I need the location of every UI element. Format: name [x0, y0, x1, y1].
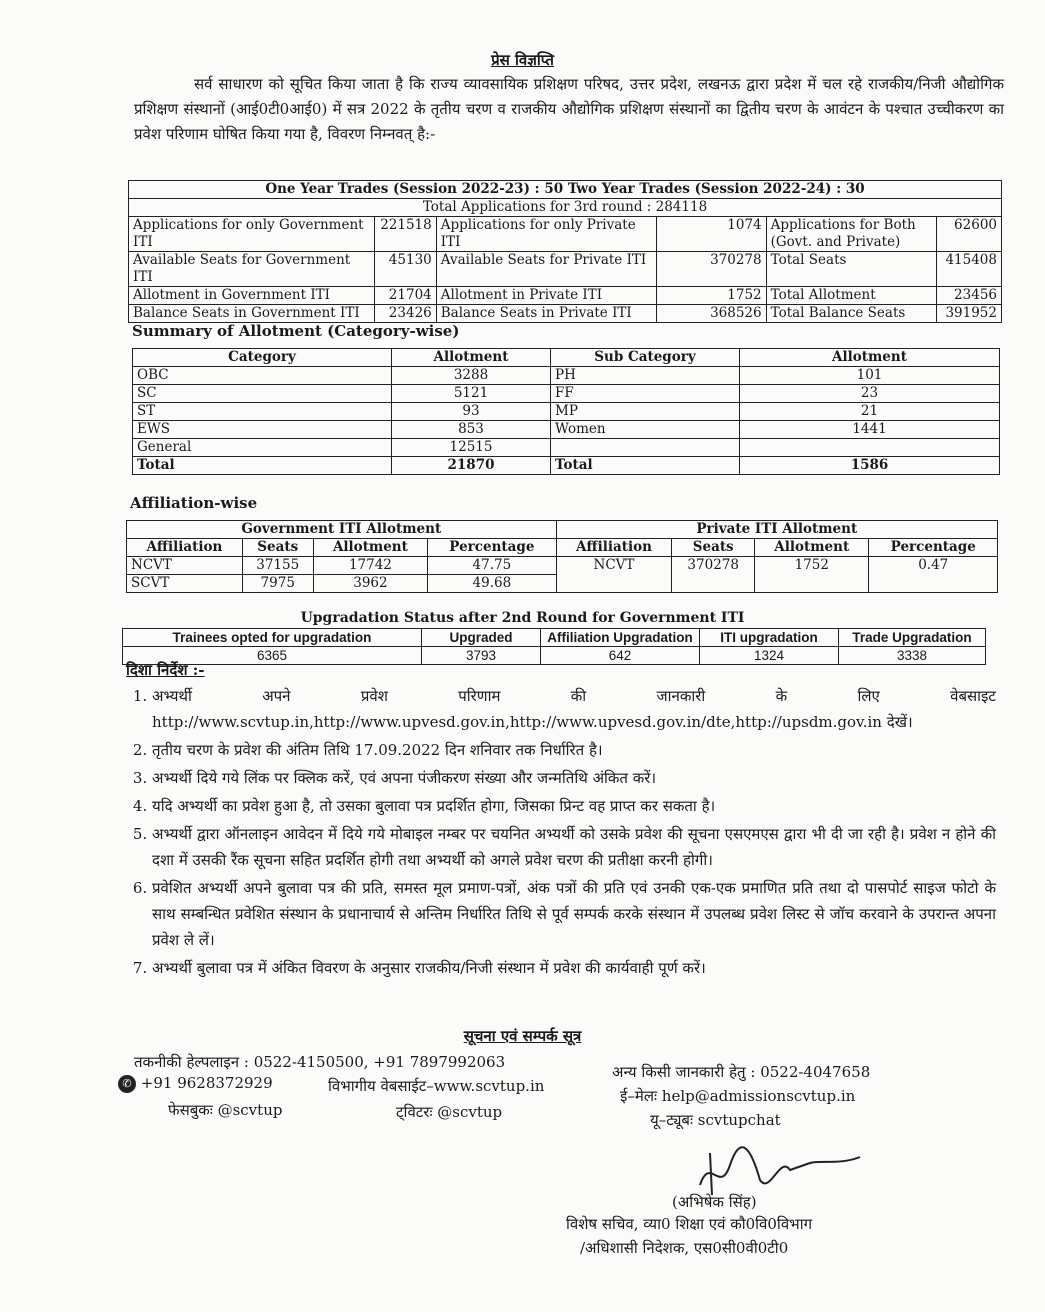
- table-row: [133, 367, 1000, 385]
- col-header: Allotment: [755, 539, 869, 557]
- cell: 5121: [392, 385, 551, 403]
- cell: 21870: [392, 457, 551, 475]
- cell: 47.75: [428, 557, 556, 575]
- summary-table: [132, 348, 1000, 475]
- cell: Allotment in Government ITI: [129, 287, 375, 305]
- summary-heading: Summary of Allotment (Category-wise): [132, 322, 460, 340]
- cell: 1586: [740, 457, 1000, 475]
- press-release-title: प्रेस विज्ञप्ति: [491, 51, 554, 69]
- signatory-designation-1: विशेष सचिव, व्या0 शिक्षा एवं कौ0वि0विभाग: [566, 1215, 813, 1233]
- instructions-list: [116, 683, 996, 983]
- table-row: [129, 287, 1002, 305]
- col-header: Trade Upgradation: [839, 629, 986, 647]
- cell: SCVT: [127, 575, 243, 593]
- col-header: ITI upgradation: [700, 629, 839, 647]
- upgradation-table: [122, 628, 986, 665]
- other-info: अन्य किसी जानकारी हेतु : 0522-4047658: [612, 1063, 871, 1081]
- cell: Balance Seats in Private ITI: [436, 305, 656, 323]
- cell: EWS: [133, 421, 392, 439]
- cell: 1441: [740, 421, 1000, 439]
- website: विभागीय वेबसाईट–www.scvtup.in: [328, 1077, 545, 1095]
- cell: PH: [551, 367, 740, 385]
- upgradation-heading: Upgradation Status after 2nd Round for Government ITI: [300, 610, 745, 626]
- total-applications: Total Applications for 3rd round : 284118: [129, 199, 1002, 217]
- list-item: 7. अभ्यर्थी बुलावा पत्र में अंकित विवरण के अनुसार राजकीय/निजी संस्थान में प्रवेश की कार्यवाही पूर्ण करें।: [152, 955, 996, 981]
- cell: 1752: [755, 557, 869, 593]
- cell: 23: [740, 385, 1000, 403]
- col-header: Percentage: [869, 539, 998, 557]
- cell: Available Seats for Private ITI: [436, 252, 656, 287]
- cell: MP: [551, 403, 740, 421]
- total-row: [133, 457, 1000, 475]
- cell: 370278: [672, 557, 755, 593]
- list-item: 3. अभ्यर्थी दिये गये लिंक पर क्लिक करें, एवं अपना पंजीकरण संख्या और जन्मतिथि अंकित करें।: [152, 765, 996, 791]
- col-header: Upgraded: [422, 629, 541, 647]
- cell: Total: [551, 457, 740, 475]
- cell: 1752: [657, 287, 767, 305]
- cell: SC: [133, 385, 392, 403]
- cell: NCVT: [127, 557, 243, 575]
- cell: 3338: [839, 647, 986, 665]
- cell: 391952: [936, 305, 1001, 323]
- cell: 101: [740, 367, 1000, 385]
- cell: Applications for only Private ITI: [436, 217, 656, 252]
- col-header: Allotment: [392, 349, 551, 367]
- col-header: Sub Category: [551, 349, 740, 367]
- cell: 0.47: [869, 557, 998, 593]
- table-row: [133, 403, 1000, 421]
- cell: 415408: [936, 252, 1001, 287]
- intro-paragraph: सर्व साधारण को सूचित किया जाता है कि राज्य व्यावसायिक प्रशिक्षण परिषद, उत्तर प्रदेश, लखनऊ द्वारा प्रदेश में चल रहे राजकीय/निजी औद्योगिक प्रशिक्षण संस्थानों (आई0टी0आई0) में सत्र 2022 के तृतीय चरण व राजकीय औद्योगिक प्रशिक्षण संस्थानों का द्वितीय चरण के आवंटन के पश्चात उच्चीकरण का प्रवेश परिणाम घोषित किया गया है, विवरण निम्नवत् है:-: [134, 75, 1004, 143]
- cell: NCVT: [556, 557, 672, 593]
- table-row: [129, 217, 1002, 252]
- table-row: [133, 421, 1000, 439]
- cell: Balance Seats in Government ITI: [129, 305, 375, 323]
- cell: Total Balance Seats: [766, 305, 936, 323]
- cell: [551, 439, 740, 457]
- helpline: तकनीकी हेल्पलाइन : 0522-4150500, +91 7897992063: [134, 1053, 506, 1071]
- col-header: Affiliation Upgradation: [541, 629, 700, 647]
- cell: FF: [551, 385, 740, 403]
- signatory-name: (अभिषेक सिंह): [672, 1193, 757, 1211]
- cell: [740, 439, 1000, 457]
- cell: Total Allotment: [766, 287, 936, 305]
- table-row: [133, 439, 1000, 457]
- list-item: 5. अभ्यर्थी द्वारा ऑनलाइन आवेदन में दिये गये मोबाइल नम्बर पर चयनित अभ्यर्थी को उसके प्रवेश की सूचना एसएमएस द्वारा भी दी जा रही है। प्रवेश न होने की दशा में उसकी रैंक सूचना सहित प्रदर्शित होगी तथा अभ्यर्थी को अगले प्रवेश चरण की प्रतीक्षा करनी होगी।: [152, 821, 996, 873]
- pvt-heading: Private ITI Allotment: [556, 521, 997, 539]
- instructions-heading: दिशा निर्देश :-: [126, 661, 205, 679]
- cell: OBC: [133, 367, 392, 385]
- cell: 642: [541, 647, 700, 665]
- cell: 7975: [242, 575, 313, 593]
- table-row: [123, 647, 986, 665]
- list-item: 2. तृतीय चरण के प्रवेश की अंतिम तिथि 17.09.2022 दिन शनिवार तक निर्धारित है।: [152, 737, 996, 763]
- email: ई–मेलः help@admissionscvtup.in: [620, 1087, 856, 1105]
- table-row: [133, 385, 1000, 403]
- cell: 1324: [700, 647, 839, 665]
- cell: 21: [740, 403, 1000, 421]
- cell: Total: [133, 457, 392, 475]
- cell: 1074: [657, 217, 767, 252]
- table-row: [129, 305, 1002, 323]
- whatsapp-number: +91 9628372929: [140, 1074, 273, 1092]
- cell: 45130: [375, 252, 436, 287]
- cell: 62600: [936, 217, 1001, 252]
- cell: Available Seats for Government ITI: [129, 252, 375, 287]
- list-item: 1. अभ्यर्थी अपने प्रवेश परिणाम की जानकारी के लिए वेबसाइट http://www.scvtup.in,http://www.upvesd.gov.in,http://www.upvesd.gov.in/dte,http://upsdm.gov.in देखें।: [152, 683, 996, 735]
- cell: 368526: [657, 305, 767, 323]
- whatsapp-row: [118, 1074, 273, 1093]
- cell: Allotment in Private ITI: [436, 287, 656, 305]
- list-item: 6. प्रवेशित अभ्यर्थी अपने बुलावा पत्र की प्रति, समस्त मूल प्रमाण-पत्रों, अंक पत्रों की प्रति एवं उनकी एक-एक प्रमाणित प्रति तथा दो पासपोर्ट साइज फोटो के साथ सम्बन्धित प्रवेशित संस्थान के प्रधानाचार्य से अन्तिम निर्धारित तिथि से पूर्व सम्पर्क करके संस्थान में उपलब्ध प्रवेश लिस्ट से जॉच करवाने के उपरान्त अपना प्रवेश ले लें।: [152, 875, 996, 953]
- cell: 3962: [313, 575, 427, 593]
- col-header: Seats: [242, 539, 313, 557]
- col-header: Seats: [672, 539, 755, 557]
- gov-heading: Government ITI Allotment: [127, 521, 557, 539]
- whatsapp-icon: ✆: [118, 1075, 136, 1093]
- cell: 17742: [313, 557, 427, 575]
- youtube: यू–ट्यूबः scvtupchat: [650, 1111, 781, 1129]
- list-item: 4. यदि अभ्यर्थी का प्रवेश हुआ है, तो उसका बुलावा पत्र प्रदर्शित होगा, जिसका प्रिन्ट वह प्राप्त कर सकता है।: [152, 793, 996, 819]
- table-row: [127, 557, 998, 575]
- overview-heading: One Year Trades (Session 2022-23) : 50 Two Year Trades (Session 2022-24) : 30: [129, 181, 1002, 199]
- signatory-designation-2: /अधिशासी निदेशक, एस0सी0वी0टी0: [580, 1239, 789, 1257]
- col-header: Affiliation: [127, 539, 243, 557]
- cell: Women: [551, 421, 740, 439]
- cell: 37155: [242, 557, 313, 575]
- overview-table: [128, 180, 1002, 323]
- contact-heading: सूचना एवं सम्पर्क सूत्र: [463, 1027, 582, 1045]
- cell: 221518: [375, 217, 436, 252]
- cell: 49.68: [428, 575, 556, 593]
- table-row: [129, 252, 1002, 287]
- cell: 370278: [657, 252, 767, 287]
- cell: 23456: [936, 287, 1001, 305]
- cell: Applications for only Government ITI: [129, 217, 375, 252]
- cell: General: [133, 439, 392, 457]
- col-header: Category: [133, 349, 392, 367]
- cell: 12515: [392, 439, 551, 457]
- col-header: Allotment: [740, 349, 1000, 367]
- cell: 3793: [422, 647, 541, 665]
- cell: Applications for Both (Govt. and Private): [766, 217, 936, 252]
- col-header: Affiliation: [556, 539, 672, 557]
- col-header: Allotment: [313, 539, 427, 557]
- cell: 21704: [375, 287, 436, 305]
- twitter: ट्विटरः @scvtup: [396, 1103, 503, 1121]
- cell: Total Seats: [766, 252, 936, 287]
- cell: ST: [133, 403, 392, 421]
- cell: 6365: [123, 647, 422, 665]
- affiliation-heading: Affiliation-wise: [130, 494, 258, 512]
- affiliation-table: [126, 520, 998, 593]
- cell: 23426: [375, 305, 436, 323]
- col-header: Trainees opted for upgradation: [123, 629, 422, 647]
- cell: 3288: [392, 367, 551, 385]
- col-header: Percentage: [428, 539, 556, 557]
- cell: 93: [392, 403, 551, 421]
- cell: 853: [392, 421, 551, 439]
- facebook: फेसबुकः @scvtup: [168, 1101, 283, 1119]
